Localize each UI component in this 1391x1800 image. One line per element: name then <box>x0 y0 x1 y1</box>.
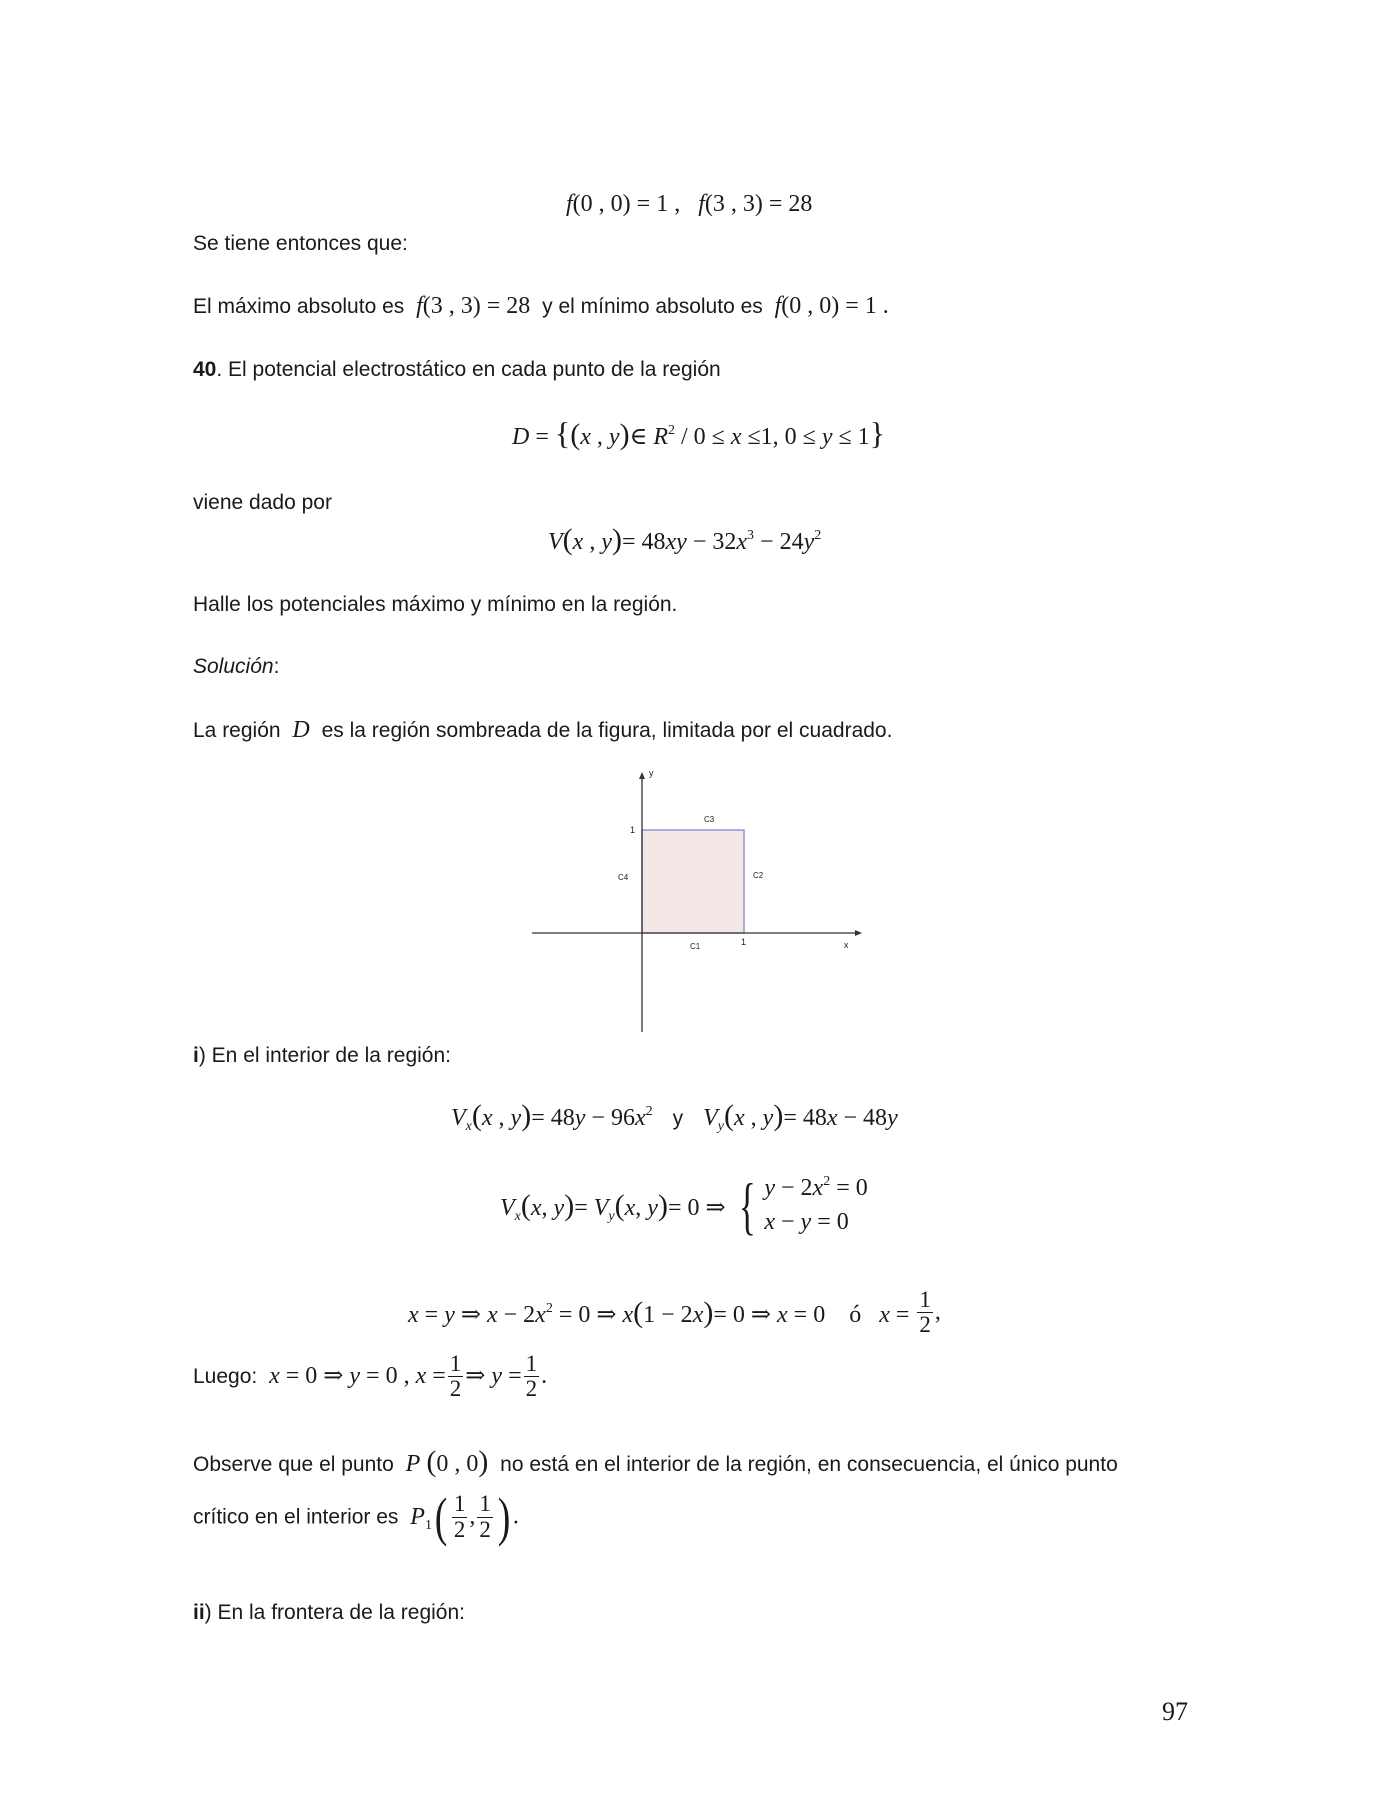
observe-text-2: no está en el interior de la región, en consecuencia, el único punto <box>500 1453 1118 1476</box>
max-min-line <box>193 292 889 321</box>
y-axis-label: y <box>649 770 654 778</box>
y-word: y <box>672 1107 684 1130</box>
problem-number: 40 <box>193 358 217 381</box>
x-axis-label: x <box>844 940 849 950</box>
interior-text: ) En el interior de la región: <box>198 1044 451 1067</box>
shaded-square <box>642 830 744 933</box>
region-text-2: es la región sombreada de la figura, limitada por el cuadrado. <box>321 719 893 742</box>
critical-system: $V_x(x$, $y)= V_y(x$, y)= 0 ⇒ { $y - 2x^2 = 0$ x − y = 0 <box>500 1169 868 1241</box>
solving-line: x = y ⇒ $x - 2x^2 = 0$ ⇒ x(1 − 2x)= 0 ⇒ x = 0 ó x = $\frac{1}{2}$ , <box>408 1287 941 1338</box>
solution-word: Solución <box>193 655 274 678</box>
c3-label: C3 <box>704 815 715 824</box>
luego-word: Luego: <box>193 1365 258 1389</box>
region-var: D <box>292 717 310 743</box>
y-tick-1: 1 <box>630 825 636 835</box>
problem-text: . El potencial electrostático en cada punto de la región <box>216 358 721 381</box>
region-description <box>193 716 892 745</box>
tiene-text: Se tiene entonces que: <box>193 232 408 255</box>
region-text-1: La región <box>193 719 281 742</box>
x-axis-arrow <box>855 930 862 936</box>
interior-heading <box>193 1043 451 1068</box>
frontier-num: ii <box>193 1601 205 1624</box>
task-text: Halle los potenciales máximo y mínimo en la región. <box>193 593 678 616</box>
viene-text: viene dado por <box>193 491 332 514</box>
potential-formula: V(x , $y)= 48xy - 32x^3 - 24y^2$ <box>548 523 822 556</box>
c1-label: C1 <box>690 942 701 951</box>
max-math: f(3 , 3) = 28 <box>416 293 537 319</box>
c2-label: C2 <box>753 871 764 880</box>
page-number: 97 <box>1162 1697 1188 1726</box>
evaluation-line: f(0 , 0) = 1 , f(3 , 3) = 28 <box>566 191 813 217</box>
y-axis-arrow <box>639 772 645 779</box>
solution-label: Solución: <box>193 655 280 678</box>
luego-line: Luego: x = 0 ⇒ y = 0 , x = $\frac{1}{2}$ ⇒ y = $\frac{1}{2}$ . <box>193 1351 548 1402</box>
x-tick-1: 1 <box>741 937 747 947</box>
interior-num: i <box>193 1044 199 1067</box>
frontier-heading <box>193 1600 465 1625</box>
observe-text-3: crítico en el interior es <box>193 1505 399 1529</box>
o-word: ó <box>849 1301 862 1328</box>
max-text-2: y el mínimo absoluto es <box>542 295 763 318</box>
frontier-text: ) En la frontera de la región: <box>204 1601 465 1624</box>
observe-text-1: Observe que el punto <box>193 1453 394 1476</box>
max-text-1: El máximo absoluto es <box>193 295 405 318</box>
region-figure <box>530 770 870 1035</box>
observe-line: Observe que el punto P (0 , 0) no está en el interior de la región, en consecuencia, el único punto <box>193 1445 1118 1478</box>
partials-line: $V_x(x$ , $y)= 48y - 96x^2$ y $V_y(x$ , y)= 48x − 48y <box>451 1099 898 1134</box>
min-math: f(0 , 0) = 1 . <box>774 293 889 319</box>
region-definition: D = {(x , y)∈ $R^2 / 0 \le x \le 1$, 0 ≤ y ≤ 1} <box>512 415 886 451</box>
critical-point-line: crítico en el interior es $P_1$( $\frac{1}{2}$ , $\frac{1}{2}$ ) . <box>193 1487 519 1547</box>
c4-label: C4 <box>618 873 629 882</box>
problem-statement <box>193 357 721 382</box>
